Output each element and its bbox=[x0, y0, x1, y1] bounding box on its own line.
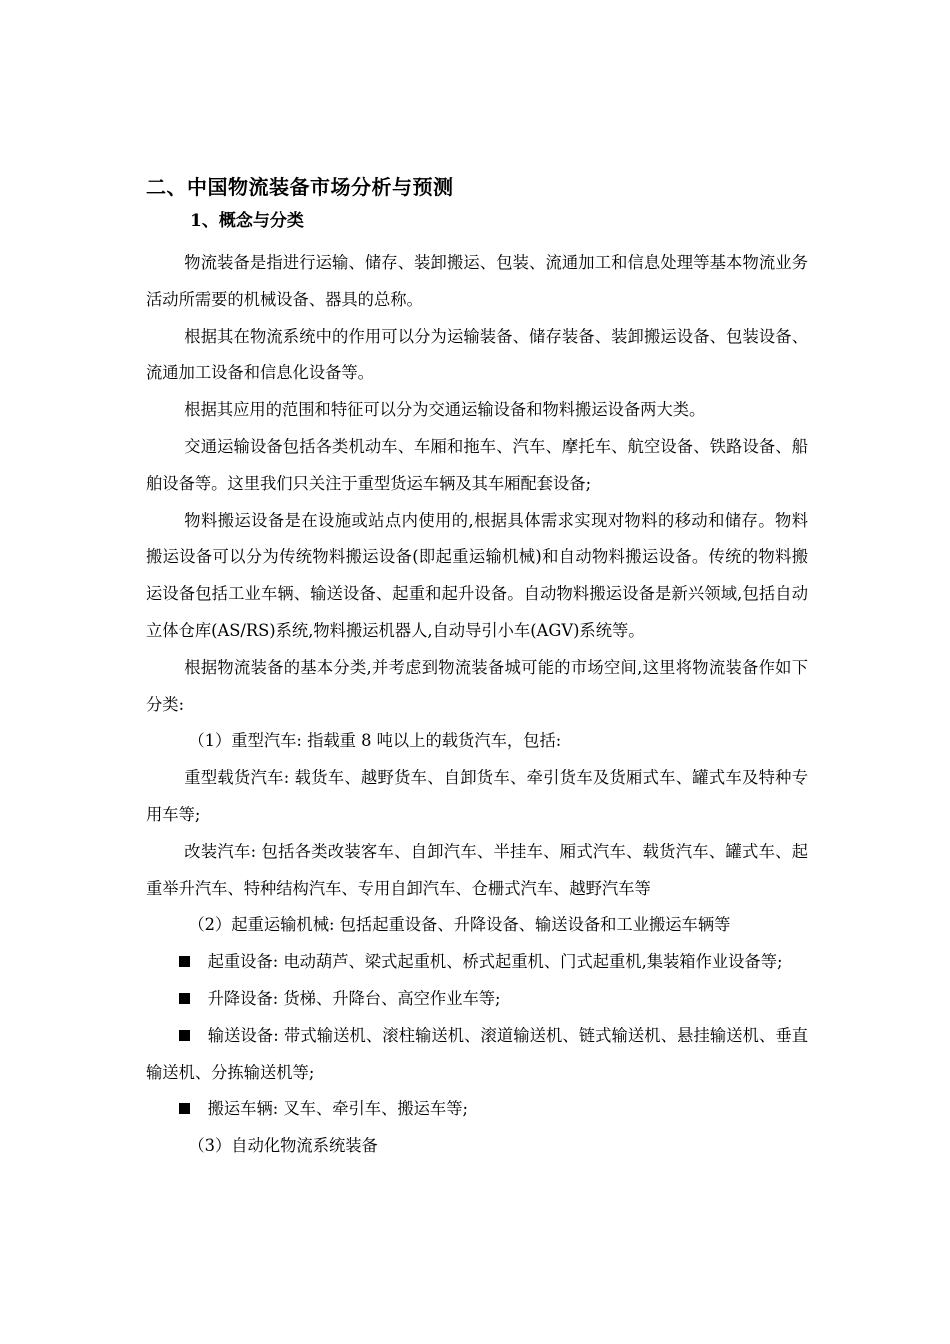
bullet-item-lifting bbox=[146, 981, 808, 1018]
list-item-heavy-trucks: （1）重型汽车: 指载重 8 吨以上的载货汽车，包括: bbox=[188, 731, 562, 751]
paragraph-definition: 物流装备是指进行运输、储存、装卸搬运、包装、流通加工和信息处理等基本物流业务活动所需要的机械设备、器具的总称。 bbox=[146, 253, 808, 309]
body-text bbox=[146, 245, 808, 1165]
paragraph-classification-by-scope: 根据其应用的范围和特征可以分为交通运输设备和物料搬运设备两大类。 bbox=[184, 400, 706, 420]
bullet-text: 升降设备: 货梯、升降台、高空作业车等; bbox=[207, 988, 501, 1008]
square-bullet-icon bbox=[179, 1030, 190, 1041]
bullet-item-conveying bbox=[146, 1018, 808, 1092]
section-heading: 二、中国物流装备市场分析与预测 bbox=[146, 175, 454, 199]
bullet-item-handling-vehicles bbox=[146, 1091, 808, 1128]
paragraph-transport-equipment: 交通运输设备包括各类机动车、车厢和拖车、汽车、摩托车、航空设备、铁路设备、船舶设备等。这里我们只关注于重型货运车辆及其车厢配套设备; bbox=[146, 436, 808, 493]
bullet-item-hoisting bbox=[146, 944, 808, 981]
list-item-modified-vehicles: 改装汽车: 包括各类改装客车、自卸汽车、半挂车、厢式汽车、载货汽车、罐式车、起重举升汽车、特种结构汽车、专用自卸汽车、仓栅式汽车、越野汽车等 bbox=[146, 841, 808, 898]
list-item-automated-logistics: （3）自动化物流系统装备 bbox=[188, 1136, 378, 1156]
list-item-heavy-cargo-trucks: 重型载货汽车: 载货车、越野货车、自卸货车、牵引货车及货厢式车、罐式车及特种专用车等; bbox=[146, 768, 808, 824]
subsection-heading: 1、概念与分类 bbox=[190, 211, 304, 231]
square-bullet-icon bbox=[179, 993, 190, 1004]
list-item-hoisting-machinery: （2）起重运输机械: 包括起重设备、升降设备、输送设备和工业搬运车辆等 bbox=[188, 915, 731, 935]
paragraph-classification-intro: 根据物流装备的基本分类,并考虑到物流装备城可能的市场空间,这里将物流装备作如下分类: bbox=[146, 657, 808, 714]
bullet-text: 起重设备: 电动葫芦、梁式起重机、桥式起重机、门式起重机,集装箱作业设备等; bbox=[207, 952, 783, 972]
square-bullet-icon bbox=[179, 956, 190, 967]
bullet-text: 搬运车辆: 叉车、牵引车、搬运车等; bbox=[207, 1099, 468, 1119]
paragraph-material-handling: 物料搬运设备是在设施或站点内使用的,根据具体需求实现对物料的移动和储存。物料搬运设备可以分为传统物料搬运设备(即起重运输机械)和自动物料搬运设备。传统的物料搬运设备包括工业车辆、输送设备、起重和起升设备。自动物料搬运设备是新兴领域,包括自动立体仓库(AS/RS)系统,物料搬运机器人,自动导引小车(AGV)系统等。 bbox=[146, 510, 808, 640]
paragraph-classification-by-role: 根据其在物流系统中的作用可以分为运输装备、储存装备、装卸搬运设备、包装设备、流通加工设备和信息化设备等。 bbox=[146, 326, 808, 383]
bullet-text: 输送设备: 带式输送机、滚柱输送机、滚道输送机、链式输送机、悬挂输送机、垂直输送机、分拣输送机等; bbox=[146, 1025, 808, 1082]
square-bullet-icon bbox=[179, 1103, 190, 1114]
